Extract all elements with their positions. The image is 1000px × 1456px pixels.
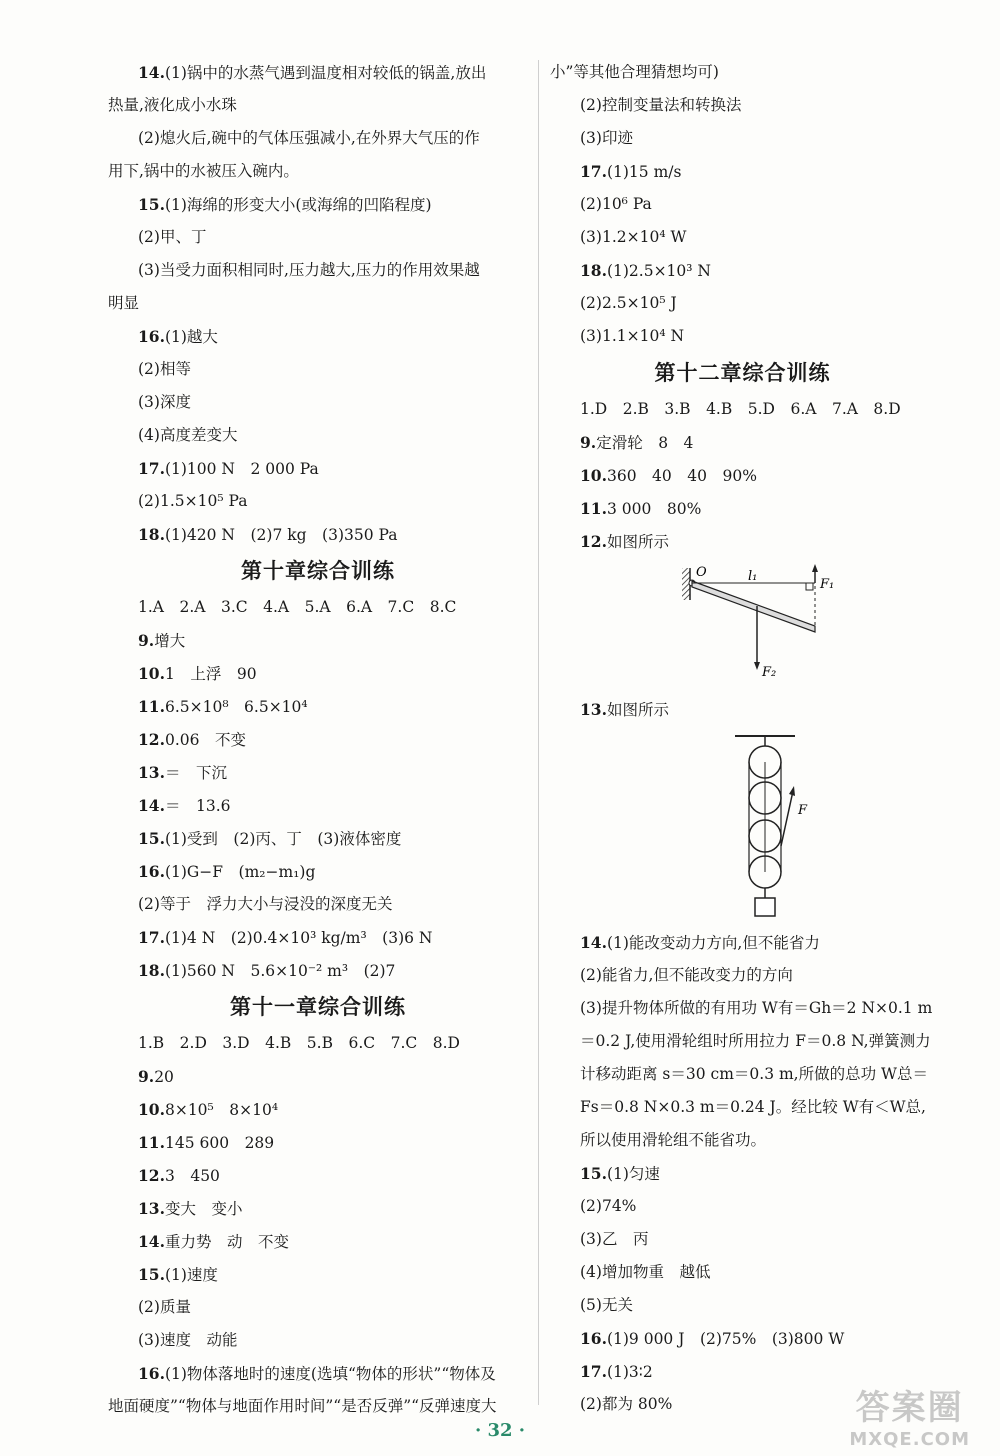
answer-line: 小”等其他合理猜想均可) (550, 63, 719, 81)
answer-line: 16.(1)G−F (m₂−m₁)g (138, 862, 316, 881)
answer-line: 10.8×10⁵ 8×10⁴ (138, 1100, 279, 1119)
answer-line: 12.如图所示 (580, 532, 669, 551)
answer-line: 15.(1)速度 (138, 1265, 218, 1284)
question-number: 17. (138, 459, 165, 478)
answer-line: (3)深度 (138, 393, 191, 411)
answer-line: 18.(1)560 N 5.6×10⁻² m³ (2)7 (138, 961, 396, 980)
answer-line: (4)高度差变大 (138, 426, 238, 444)
answer-line: (2)相等 (138, 360, 191, 378)
question-number: 10. (580, 466, 607, 485)
watermark-url: MXQE.COM (849, 1429, 970, 1450)
question-number: 11. (138, 697, 165, 716)
question-number: 18. (138, 525, 165, 544)
question-number: 11. (580, 499, 607, 518)
answer-line: 热量,液化成小水珠 (108, 96, 237, 114)
answer-line: (2)能省力,但不能改变力的方向 (580, 966, 793, 984)
section-heading: 第十章综合训练 (241, 559, 395, 583)
pull-force-arrow-head (789, 786, 795, 796)
answer-line: 16.(1)物体落地时的速度(选填“物体的形状”“物体及 (138, 1364, 496, 1383)
answer-line: 15.(1)海绵的形变大小(或海绵的凹陷程度) (138, 195, 432, 214)
answer-line: (3)印迹 (580, 129, 633, 147)
answer-line: 17.(1)3∶2 (580, 1362, 653, 1381)
answer-line: 13.变大 变小 (138, 1199, 243, 1218)
answer-line: 17.(1)100 N 2 000 Pa (138, 459, 319, 478)
question-number: 11. (138, 1133, 165, 1152)
answer-line: 13.＝ 下沉 (138, 763, 227, 782)
answer-line: (2)等于 浮力大小与浸没的深度无关 (138, 895, 393, 913)
f2-arrow-head (754, 662, 760, 670)
answer-line: (3)速度 动能 (138, 1331, 238, 1349)
answer-line: 明显 (108, 294, 140, 312)
question-number: 15. (138, 829, 165, 848)
answer-line: (2)1.5×10⁵ Pa (138, 492, 248, 510)
answer-line: 18.(1)2.5×10³ N (580, 261, 711, 280)
page-number: · 32 · (474, 1420, 526, 1441)
question-number: 14. (138, 796, 165, 815)
answer-line: 15.(1)匀速 (580, 1164, 660, 1183)
answer-line: 17.(1)15 m/s (580, 162, 682, 181)
answer-line: 11.6.5×10⁸ 6.5×10⁴ (138, 697, 308, 716)
answer-line: 13.如图所示 (580, 700, 669, 719)
lever-figure (550, 558, 935, 693)
answer-line: 1.A 2.A 3.C 4.A 5.A 6.A 7.C 8.C (138, 598, 457, 616)
answer-line: (3)提升物体所做的有用功 W有＝Gh＝2 N×0.1 m＝0.2 J,使用滑轮组时所用拉力 F＝0.8 N,弹簧测力计移动距离 s＝30 cm＝0.3 m,所做的总功 W总＝Fs＝0.8 N×0.3 m＝0.24 J。经比较 W有＜W总,所以使用滑轮组不能省功。 (580, 999, 933, 1149)
answer-line: (2)熄火后,碗中的气体压强减小,在外界大气压的作 (138, 129, 480, 147)
answer-line: 18.(1)420 N (2)7 kg (3)350 Pa (138, 525, 398, 544)
right-column (550, 56, 935, 1421)
question-number: 17. (580, 1362, 607, 1381)
answer-line: 16.(1)越大 (138, 327, 218, 346)
pulley-diagram (550, 726, 935, 926)
question-number: 12. (138, 1166, 165, 1185)
answer-line: (3)1.1×10⁴ N (580, 327, 685, 345)
answer-line: (2)2.5×10⁵ J (580, 294, 677, 312)
watermark-title: 答案圈 (855, 1388, 964, 1428)
question-number: 16. (138, 327, 165, 346)
right-angle-mark (806, 583, 813, 590)
f1-arrow-head (812, 564, 818, 572)
answer-line: 14.＝ 13.6 (138, 796, 231, 815)
question-number: 9. (580, 433, 597, 452)
question-number: 12. (580, 532, 607, 551)
answer-line: (2)74% (580, 1197, 637, 1215)
answer-line: (2)都为 80% (580, 1395, 673, 1413)
question-number: 14. (138, 63, 165, 82)
label-o: O (696, 565, 707, 580)
pulley-figure (550, 726, 935, 926)
section-heading: 第十一章综合训练 (230, 995, 406, 1019)
question-number: 14. (138, 1232, 165, 1251)
question-number: 15. (580, 1164, 607, 1183)
question-number: 9. (138, 631, 155, 650)
label-f: F (798, 803, 808, 818)
answer-line: 14.(1)能改变动力方向,但不能省力 (580, 933, 820, 952)
label-l1: l₁ (748, 569, 758, 584)
question-number: 15. (138, 1265, 165, 1284)
answer-line: 10.1 上浮 90 (138, 664, 257, 683)
watermark (849, 1380, 970, 1450)
section-heading: 第十二章综合训练 (654, 361, 831, 385)
pull-force-arrow (781, 791, 793, 846)
answer-line: 12.3 450 (138, 1166, 220, 1185)
answer-line: 11.3 000 80% (580, 499, 702, 518)
question-number: 9. (138, 1067, 155, 1086)
question-number: 14. (580, 933, 607, 952)
question-number: 15. (138, 195, 165, 214)
question-number: 16. (138, 1364, 165, 1383)
left-column (108, 56, 528, 1423)
question-number: 10. (138, 1100, 165, 1119)
answer-line: 1.D 2.B 3.B 4.B 5.D 6.A 7.A 8.D (580, 400, 901, 418)
answer-line: 14.重力势 动 不变 (138, 1232, 289, 1251)
answer-line: (3)1.2×10⁴ W (580, 228, 687, 246)
question-number: 13. (580, 700, 607, 719)
lever-bar (692, 581, 815, 632)
answer-line: (3)当受力面积相同时,压力越大,压力的作用效果越 (138, 261, 480, 279)
answer-line: 14.(1)锅中的水蒸气遇到温度相对较低的锅盖,放出 (138, 63, 487, 82)
answer-line: 10.360 40 40 90% (580, 466, 757, 485)
lever-diagram (550, 558, 935, 693)
answer-line: (4)增加物重 越低 (580, 1263, 711, 1281)
answer-line: 17.(1)4 N (2)0.4×10³ kg/m³ (3)6 N (138, 928, 433, 947)
answer-line: (2)质量 (138, 1298, 191, 1316)
answer-line: 用下,锅中的水被压入碗内。 (108, 162, 299, 180)
answer-line: 1.B 2.D 3.D 4.B 5.B 6.C 7.C 8.D (138, 1034, 460, 1052)
answer-line: 9.定滑轮 8 4 (580, 433, 694, 452)
label-f2: F₂ (762, 665, 777, 680)
weight-block (755, 898, 775, 916)
answer-line: (2)10⁶ Pa (580, 195, 652, 213)
column-divider (538, 60, 539, 1405)
answer-line: (5)无关 (580, 1296, 633, 1314)
question-number: 18. (580, 261, 607, 280)
question-number: 10. (138, 664, 165, 683)
question-number: 16. (580, 1329, 607, 1348)
answer-line: 11.145 600 289 (138, 1133, 275, 1152)
answer-line: 9.20 (138, 1067, 174, 1086)
question-number: 17. (580, 162, 607, 181)
label-f1: F₁ (820, 577, 835, 592)
question-number: 12. (138, 730, 165, 749)
question-number: 17. (138, 928, 165, 947)
question-number: 16. (138, 862, 165, 881)
answer-line: (3)乙 丙 (580, 1230, 649, 1248)
question-number: 13. (138, 1199, 165, 1218)
answer-line: 16.(1)9 000 J (2)75% (3)800 W (580, 1329, 845, 1348)
answer-line: (2)甲、丁 (138, 228, 207, 246)
answer-line: 15.(1)受到 (2)丙、丁 (3)液体密度 (138, 829, 402, 848)
question-number: 13. (138, 763, 165, 782)
answer-line: 12.0.06 不变 (138, 730, 246, 749)
answer-line: (2)控制变量法和转换法 (580, 96, 742, 114)
question-number: 18. (138, 961, 165, 980)
answer-line: 9.增大 (138, 631, 186, 650)
answer-line: 地面硬度”“物体与地面作用时间”“是否反弹”“反弹速度大 (108, 1397, 497, 1415)
